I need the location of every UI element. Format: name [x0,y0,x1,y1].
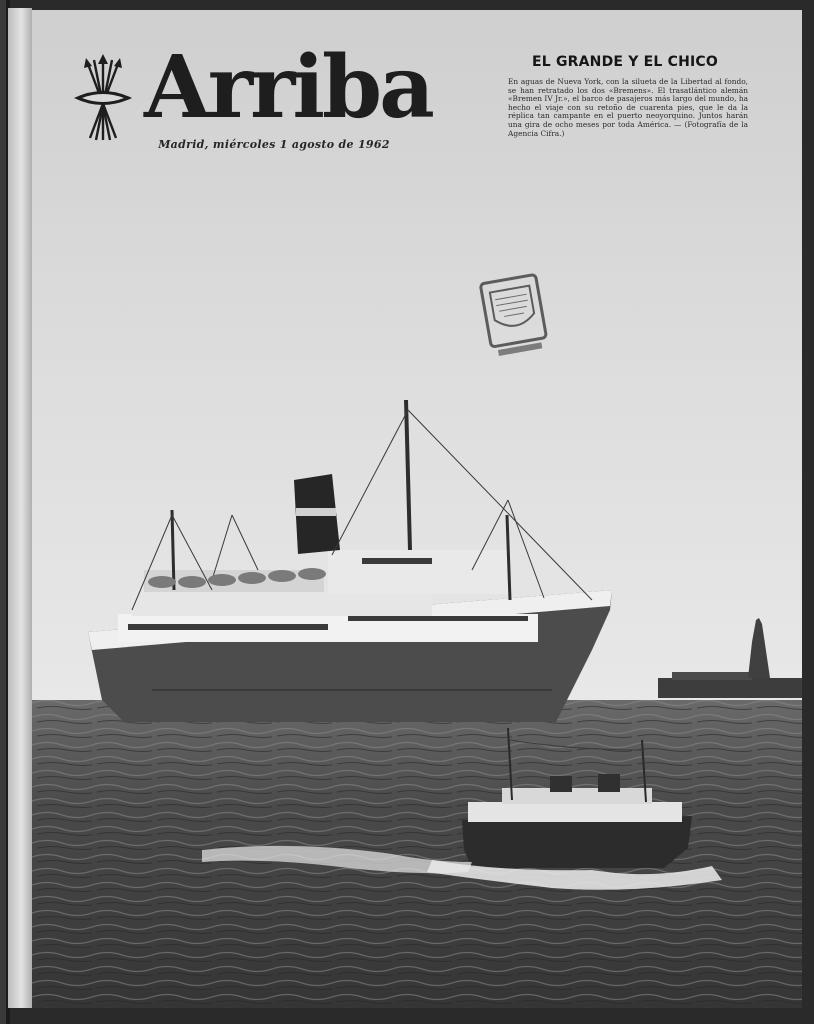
photo-caption: En aguas de Nueva York, con la silueta de la Libertad al fondo, se han retratado los dos «Bremens». El trasatlántico alemán «Bremen IV Jr.», el barco de pasajeros más largo del mundo, ha hecho el viaje con su retoño de cuarenta pies, que le da la réplica tan campante en el puerto neoyorquino. Juntos harán una gira de ocho meses por toda América. — (Fotografía de la Agencia Cifra.) [508,77,748,138]
dateline: Madrid, miércoles 1 agosto de 1962 [158,138,390,151]
binding-spine [8,8,32,1008]
yoke-and-arrows-icon [70,54,136,146]
magazine-cover [32,10,802,1008]
library-stamp-icon [471,262,566,366]
cover-photo [32,10,802,1008]
story-headline: EL GRANDE Y EL CHICO [532,54,718,70]
sea-waves [32,700,802,1008]
masthead-title: Arriba [144,37,432,138]
